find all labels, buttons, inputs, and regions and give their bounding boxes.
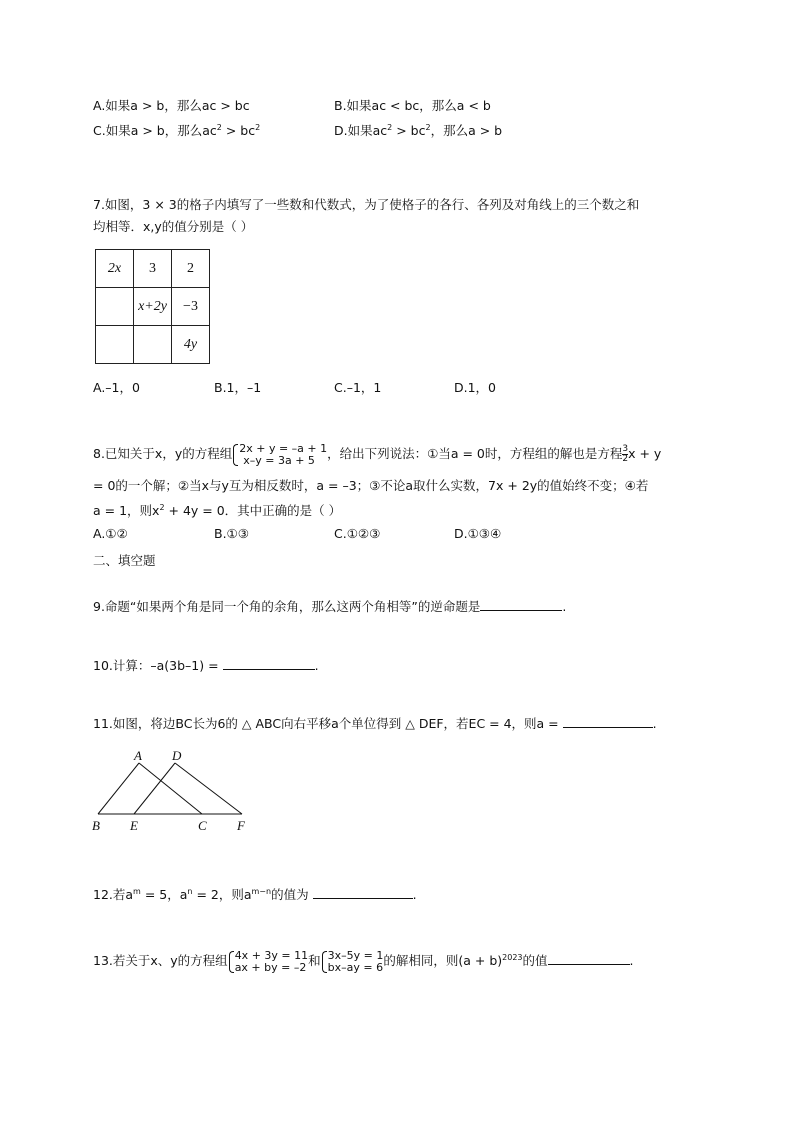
q13-system-2 [321, 950, 384, 974]
q6c-exp2: 2 [255, 123, 261, 132]
q8-frac-den: 2 [622, 454, 629, 464]
q9-end: . [562, 599, 567, 614]
segment-ed [134, 763, 175, 814]
q7-option-b: B.1，–1 [214, 380, 262, 395]
q9-text: 9.命题“如果两个角是同一个角的余角，那么这两个角相等”的逆命题是 [93, 599, 481, 614]
q12-e1: m [133, 887, 141, 896]
q8-mid: ，给出下列说法：①当a = 0时，方程组的解也是方程 [327, 446, 623, 461]
q12-e3: m−n [251, 887, 272, 896]
label-d: D [172, 748, 182, 763]
q6-option-b: B.如果ac < bc，那么a < b [334, 98, 491, 113]
q8-eq1: 2x + y = –a + 1 [239, 441, 328, 455]
q8-option-b: B.①③ [214, 526, 249, 541]
section-heading: 二、填空题 [93, 553, 156, 568]
q12-p4: 的值为 [271, 887, 313, 903]
q9 [93, 598, 566, 615]
q11-end: . [652, 716, 657, 731]
q8-line3-prefix: a = 1，则x [93, 503, 160, 519]
segment-ac [139, 763, 202, 814]
q8-option-d: D.①③④ [454, 526, 502, 541]
q11-answer-blank[interactable] [563, 715, 653, 728]
q12-end: . [412, 887, 417, 903]
q6d-exp2: 2 [425, 123, 431, 132]
q7-option-c: C.–1，1 [334, 380, 382, 395]
q11 [93, 715, 657, 732]
q13-suffix: 的值 [522, 953, 548, 969]
q12-answer-blank[interactable] [313, 886, 413, 899]
grid-cell: −3 [172, 288, 210, 326]
q7-line2: 均相等．x,y的值分别是（ ） [93, 219, 254, 234]
grid-cell: 4y [172, 326, 210, 364]
q13-and: 和 [308, 953, 321, 969]
q13-s1b: ax + by = –2 [234, 960, 307, 974]
q6d-exp1: 2 [387, 123, 393, 132]
grid-cell: 2 [172, 250, 210, 288]
q6-option-c [93, 120, 260, 139]
q6d-prefix: D.如果ac [334, 123, 388, 139]
grid-cell [134, 326, 172, 364]
q8-prefix: 8.已知关于x，y的方程组 [93, 446, 233, 461]
label-e: E [130, 818, 138, 833]
q7-option-a: A.–1，0 [93, 380, 140, 395]
q8-frac-num: 3 [622, 444, 629, 454]
q10 [93, 657, 319, 674]
q8-line1 [93, 440, 661, 468]
label-a: A [134, 748, 142, 763]
q13-prefix: 13.若关于x、y的方程组 [93, 953, 228, 969]
q12-p1: 12.若a [93, 887, 134, 903]
q13-system-1 [228, 950, 308, 974]
q6-option-a: A.如果a > b，那么ac > bc [93, 98, 250, 113]
q6c-exp1: 2 [216, 123, 222, 132]
label-c: C [198, 818, 207, 833]
q8-line2: = 0的一个解；②当x与y互为相反数时，a = –3；③不论a取什么实数，7x + 2y的值始终不变；④若 [93, 478, 649, 493]
segment-ab [98, 763, 139, 814]
q7-grid [95, 249, 210, 364]
q13-end: . [629, 953, 634, 969]
q6d-suffix: ，那么a > b [430, 123, 503, 139]
q12-p3: = 2，则a [192, 887, 252, 903]
q6c-prefix: C.如果a > b，那么ac [93, 123, 217, 139]
q12-e2: n [187, 887, 193, 896]
q13-s2b: bx–ay = 6 [327, 960, 384, 974]
grid-cell: 2x [96, 250, 134, 288]
grid-cell [96, 288, 134, 326]
q10-text: 10.计算：–a(3b–1) = [93, 658, 223, 673]
q6c-mid: > bc [221, 123, 256, 139]
translation-diagram [88, 748, 258, 836]
q12-p2: = 5，a [140, 887, 188, 903]
q8-option-a: A.①② [93, 526, 128, 541]
q7-option-d: D.1，0 [454, 380, 497, 395]
label-b: B [92, 818, 100, 833]
q13-s1a: 4x + 3y = 11 [234, 948, 309, 962]
q8-option-c: C.①②③ [334, 526, 381, 541]
q11-text: 11.如图，将边BC长为6的 △ ABC向右平移a个单位得到 △ DEF，若EC = 4，则a = [93, 716, 563, 731]
q10-end: . [314, 658, 319, 673]
q13-exp: 2023 [502, 953, 523, 962]
label-f: F [237, 818, 245, 833]
q8-line3 [93, 500, 341, 519]
segment-df [175, 763, 242, 814]
grid-cell [96, 326, 134, 364]
q13 [93, 944, 634, 975]
q13-s2a: 3x–5y = 1 [327, 948, 384, 962]
q8-line3-suffix: + 4y = 0．其中正确的是（ ） [164, 503, 342, 519]
grid-cell: x+2y [134, 288, 172, 326]
q9-answer-blank[interactable] [480, 598, 562, 611]
grid-cell: 3 [134, 250, 172, 288]
q6-option-d [334, 120, 502, 139]
q8-line3-exp: 2 [159, 503, 165, 512]
q8-eq2: x–y = 3a + 5 [243, 453, 315, 467]
q13-mid: 的解相同，则(a + b) [383, 953, 503, 969]
q8-system [232, 443, 327, 467]
q12 [93, 884, 417, 903]
q6d-mid: > bc [392, 123, 426, 139]
q7-line1: 7.如图，3 × 3的格子内填写了一些数和代数式，为了使格子的各行、各列及对角线上的三个数之和 [93, 197, 640, 212]
q8-tail: x + y [628, 446, 662, 461]
q10-answer-blank[interactable] [223, 657, 315, 670]
q13-answer-blank[interactable] [548, 952, 630, 965]
